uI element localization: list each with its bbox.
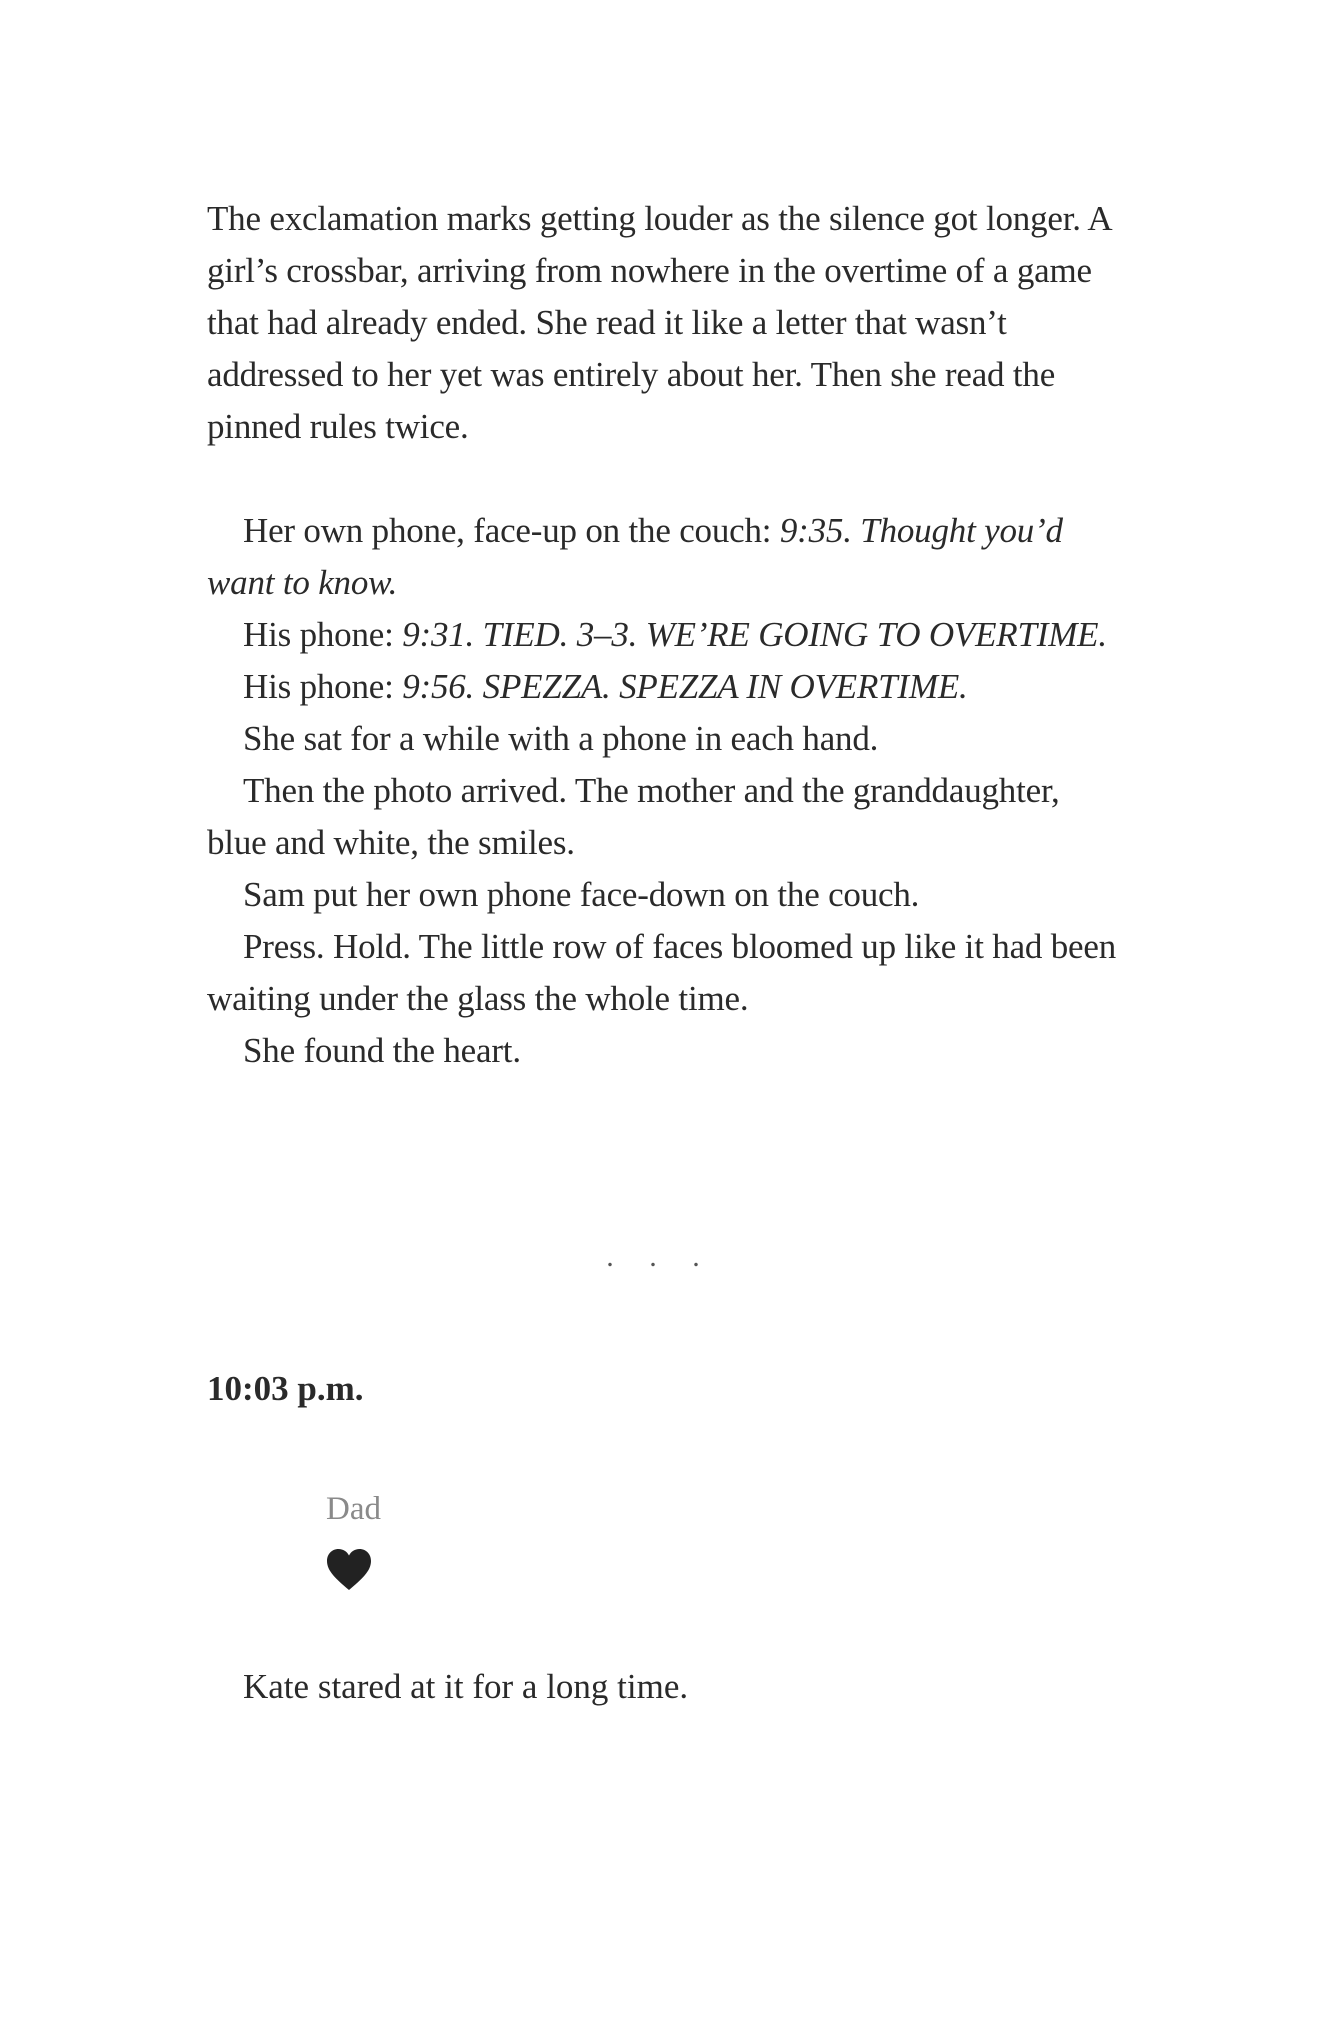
line-plain: She sat for a while with a phone in each hand. xyxy=(243,719,879,758)
line-6 xyxy=(207,869,1127,921)
line-1 xyxy=(207,505,1127,609)
line-plain: His phone: xyxy=(243,615,403,654)
line-plain: His phone: xyxy=(243,667,403,706)
line-italic: 9:56. SPEZZA. SPEZZA IN OVERTIME. xyxy=(402,667,968,706)
message-sender: Dad xyxy=(326,1491,381,1527)
paragraph-1 xyxy=(207,193,1127,453)
line-italic: 9:31. TIED. 3–3. WE’RE GOING TO OVERTIME. xyxy=(402,615,1107,654)
line-2 xyxy=(207,609,1127,661)
line-plain: Press. Hold. The little row of faces bloomed up like it had been waiting under the glass the whole time. xyxy=(207,927,1117,1018)
timestamp-heading: 10:03 p.m. xyxy=(207,1369,364,1408)
section-divider: . . . xyxy=(606,1240,714,1273)
line-5 xyxy=(207,765,1127,869)
phone-messages-passage xyxy=(207,505,1127,1077)
paragraph-text: The exclamation marks getting louder as the silence got longer. A girl’s crossbar, arriving from nowhere in the overtime of a game that had already ended. She read it like a letter that wasn’t addressed to her yet was entirely about her. Then she read the pinned rules twice. xyxy=(207,199,1111,446)
line-plain: She found the heart. xyxy=(243,1031,521,1070)
line-plain: Sam put her own phone face-down on the couch. xyxy=(243,875,920,914)
line-7 xyxy=(207,921,1127,1025)
closing-paragraph xyxy=(207,1661,1127,1713)
line-plain: Then the photo arrived. The mother and the granddaughter, blue and white, the smiles. xyxy=(207,771,1060,862)
heart-icon xyxy=(326,1548,372,1592)
line-italic: 9:35. Thought you’d want to know. xyxy=(207,511,1063,602)
line-plain: Her own phone, face-up on the couch: xyxy=(243,511,780,550)
closing-text: Kate stared at it for a long time. xyxy=(243,1667,689,1706)
line-8 xyxy=(207,1025,1127,1077)
line-4 xyxy=(207,713,1127,765)
line-3 xyxy=(207,661,1127,713)
